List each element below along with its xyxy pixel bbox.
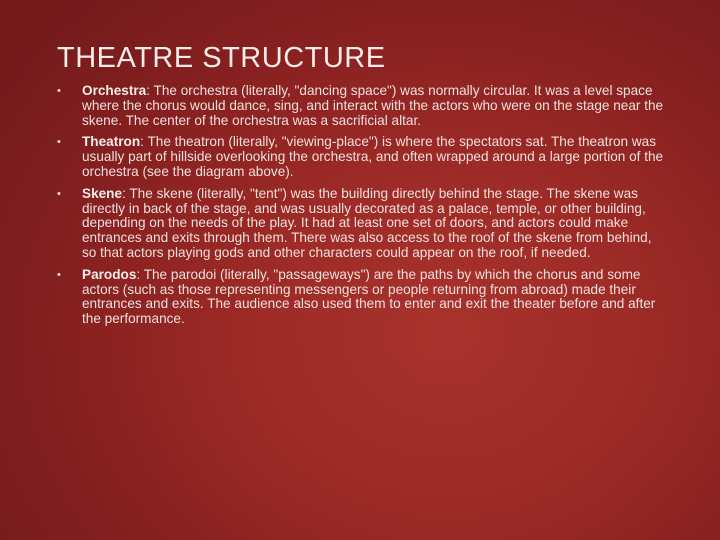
bullet-dot-icon: • — [57, 85, 61, 97]
bullet-text: : The theatron (literally, "viewing-place") is where the spectators sat. The theatron was usually part of hillside overlooking the orchestra, and often wrapped around a large portion of the orchestra (see the diagram above). — [82, 134, 664, 179]
bullet-term: Theatron — [82, 134, 141, 150]
bullet-term: Orchestra — [82, 83, 147, 98]
bullet-item-theatron — [57, 135, 667, 179]
bullet-dot-icon: • — [57, 136, 61, 149]
bullet-term: Parodos — [82, 266, 137, 282]
bullet-item-skene — [57, 187, 667, 261]
slide-title: THEATRE STRUCTURE — [57, 42, 386, 74]
bullet-list — [57, 84, 667, 334]
bullet-text: : The skene (literally, "tent") was the building directly behind the stage. The skene was directly in back of the stage, and was usually decorated as a palace, temple, or other building, depending on the needs of the play. It had at least one set of doors, and actors could make entrances and exits through them. There was also access to the roof of the skene from behind, so that actors playing gods and other characters could appear on the roof, if needed. — [82, 185, 652, 260]
bullet-text: : The parodoi (literally, "passageways") are the paths by which the chorus and some actors (such as those representing messengers or people returning from abroad) made their entrances and exits. The audience also used them to enter and exit the theater before and after the performance. — [82, 266, 656, 327]
bullet-text: : The orchestra (literally, "dancing space") was normally circular. It was a level space where the chorus would dance, sing, and interact with the actors who were on the stage near the skene. The center of the orchestra was a sacrificial altar. — [82, 83, 664, 128]
bullet-item-orchestra — [57, 84, 667, 128]
bullet-dot-icon: • — [57, 187, 61, 200]
bullet-item-parodos — [57, 268, 667, 327]
bullet-term: Skene — [82, 185, 123, 201]
bullet-dot-icon: • — [57, 268, 61, 281]
